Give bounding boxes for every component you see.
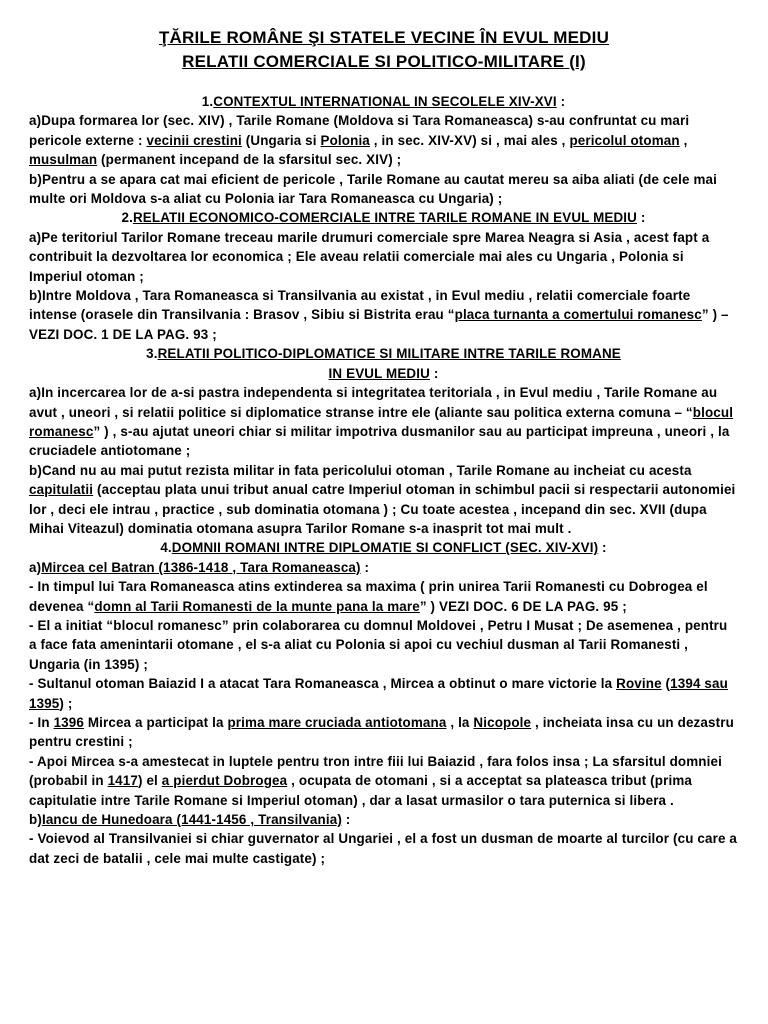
subsection-a-heading: a)Mircea cel Batran (1386-1418 , Tara Romaneasca) :	[29, 559, 370, 575]
document-title: ŢĂRILE ROMÂNE ŞI STATELE VECINE ÎN EVUL MEDIU	[158, 28, 610, 47]
heading-colon: :	[429, 365, 439, 381]
heading-colon: :	[598, 540, 607, 556]
underlined-term: capitulatii	[29, 482, 94, 498]
underlined-term: musulman	[29, 152, 98, 168]
underlined-term: Polonia	[320, 132, 370, 148]
underlined-term: Nicopole	[473, 715, 532, 730]
section-2-paragraph-b: b)Intre Moldova , Tara Romaneasca si Transilvania au existat , in Evul mediu , relatii comerciale foarte intense (orasele din Transilvania : Brasov , Sibiu si Bistrita erau “placa turnanta a comertului romanesc” ) – VEZI DOC. 1 DE LA PAG. 93 ;	[29, 288, 729, 342]
subtitle-suffix: (I)	[564, 52, 586, 71]
heading-colon: :	[637, 210, 646, 226]
section-2-paragraph-a: a)Pe teritoriul Tarilor Romane treceau marile drumuri comerciale spre Marea Neagra si Asia , acest fapt a contribuit la dezvoltarea lor economica ; Ele aveau relatii comerciale mai ales cu Ungaria , Polonia si Imperiul otoman ;	[29, 229, 710, 284]
underlined-term: Iancu de Hunedoara (1441-1456 , Transilvania)	[41, 812, 342, 828]
section-title: RELATII ECONOMICO-COMERCIALE INTRE TARILE ROMANE IN EVUL MEDIU	[132, 210, 637, 226]
bullet-paragraph: - Sultanul otoman Baiazid I a atacat Tara Romaneasca , Mircea a obtinut o mare victorie la Rovine (1394 sau 1395) ;	[29, 676, 728, 711]
section-title: CONTEXTUL INTERNATIONAL IN SECOLELE XIV-XVI	[213, 94, 557, 109]
section-3-paragraph-b: b)Cand nu au mai putut rezista militar in fata pericolului otoman , Tarile Romane au incheiat cu acesta capitulatii (acceptau plata unui tribut anual catre Imperiul otoman in schimbul pacii si respectarii autonomiei lor , deci ele intrau , practice , sub dominatia otomana ) ; Cu toate acestea , incepand din sec. XVII (dupa Mihai Viteazul) dominatia otomana asupra Tarilor Romane s-a inasprit tot mai mult .	[29, 462, 736, 536]
subtitle-text: RELATII COMERCIALE SI POLITICO-MILITARE	[182, 52, 565, 71]
underlined-term: prima mare cruciada antiotomana	[227, 715, 447, 730]
section-number: 2.	[121, 210, 133, 226]
section-1-paragraph-a: a)Dupa formarea lor (sec. XIV) , Tarile Romane (Moldova si Tara Romaneasca) s-au confruntat cu mari pericole externe : vecinii crestini (Ungaria si Polonia , in sec. XIV-XV) si , mai ales , pericolul otoman , musulman (permanent incepand de la sfarsitul sec. XIV) ;	[29, 113, 690, 168]
bullet-paragraph: - In timpul lui Tara Romaneasca atins extinderea sa maxima ( prin unirea Tarii Romanesti cu Dobrogea el devenea “domn al Tarii Romanesti de la munte pana la mare” ) VEZI DOC. 6 DE LA PAG. 95 ;	[29, 579, 708, 614]
underlined-term: a pierdut Dobrogea	[161, 773, 288, 789]
section-3-heading	[29, 344, 738, 383]
underlined-term: Rovine	[616, 676, 662, 692]
bullet-paragraph: - Voievod al Transilvaniei si chiar guvernator al Ungariei , el a fost un dusman de moarte al turcilor (cu care a dat zeci de batalii , cele mai multe castigate) ;	[29, 831, 738, 866]
section-number: 1.	[201, 94, 214, 109]
bullet-paragraph: - El a initiat “blocul romanesc” prin colaborarea cu domnul Moldovei , Petru I Musat ; De asemenea , pentru a face fata amenintarii otomane , el s-a aliat cu Polonia si apoi cu vechiul dusman al Tarii Romanesti , Ungaria (in 1395) ;	[29, 617, 728, 672]
underlined-term: domn al Tarii Romanesti de la munte pana la mare	[94, 598, 420, 614]
underlined-term: 1417	[107, 773, 138, 789]
section-title: RELATII POLITICO-DIPLOMATICE SI MILITARE INTRE TARILE ROMANE	[157, 346, 621, 362]
document-subtitle	[0, 50, 768, 74]
underlined-term: pericolul otoman	[569, 132, 680, 148]
underlined-term: placa turnanta a comertului romanesc	[454, 307, 702, 323]
subsection-b-heading: b)Iancu de Hunedoara (1441-1456 , Transilvania) :	[29, 812, 351, 828]
section-2-heading	[29, 208, 738, 227]
bullet-paragraph: - In 1396 Mircea a participat la prima mare cruciada antiotomana , la Nicopole , incheiata insa cu un dezastru pentru crestini ;	[29, 715, 734, 750]
section-1-heading	[29, 92, 738, 111]
underlined-term: 1394 sau 1395	[29, 676, 728, 711]
section-1-paragraph-b: b)Pentru a se apara cat mai eficient de pericole , Tarile Romane au cautat mereu sa aiba aliati (de cele mai multe ori Moldova s-a aliat cu Polonia iar Tara Romaneasca cu Ungaria) ;	[29, 171, 717, 207]
section-4-heading	[29, 538, 738, 557]
heading-colon: :	[556, 94, 566, 109]
section-number: 4.	[160, 540, 172, 556]
underlined-term: blocul romanesc	[29, 404, 734, 439]
section-3-paragraph-a: a)In incercarea lor de a-si pastra independenta si integritatea teritoriala , in Evul mediu , Tarile Romane au avut , uneori , si relatii politice si diplomatice stranse intre ele (aliante sau politica externa comuna – “blocul romanesc” ) , s-au ajutat uneori chiar si militar impotriva dusmanilor sau au participat impreuna , uneori , la cruciadele antiotomane ;	[29, 385, 734, 459]
section-title-line-2: IN EVUL MEDIU	[328, 365, 430, 381]
underlined-term: Mircea cel Batran (1386-1418 , Tara Romaneasca)	[41, 559, 361, 575]
section-number: 3.	[146, 346, 158, 362]
document-body	[0, 92, 768, 868]
section-title: DOMNII ROMANI INTRE DIPLOMATIE SI CONFLICT (SEC. XIV-XVI)	[171, 540, 599, 556]
underlined-term: vecinii crestini	[146, 132, 242, 148]
underlined-term: 1396	[53, 715, 84, 730]
bullet-paragraph: - Apoi Mircea s-a amestecat in luptele pentru tron intre fiii lui Baiazid , fara folos insa ; La sfarsitul domniei (probabil in 1417) el a pierdut Dobrogea , ocupata de otomani , si a acceptat sa plateasca tribut (prima capitulatie intre Tarile Romane si Imperiul otoman) , dar a lasat urmasilor o tara puternica si libera .	[29, 753, 722, 808]
